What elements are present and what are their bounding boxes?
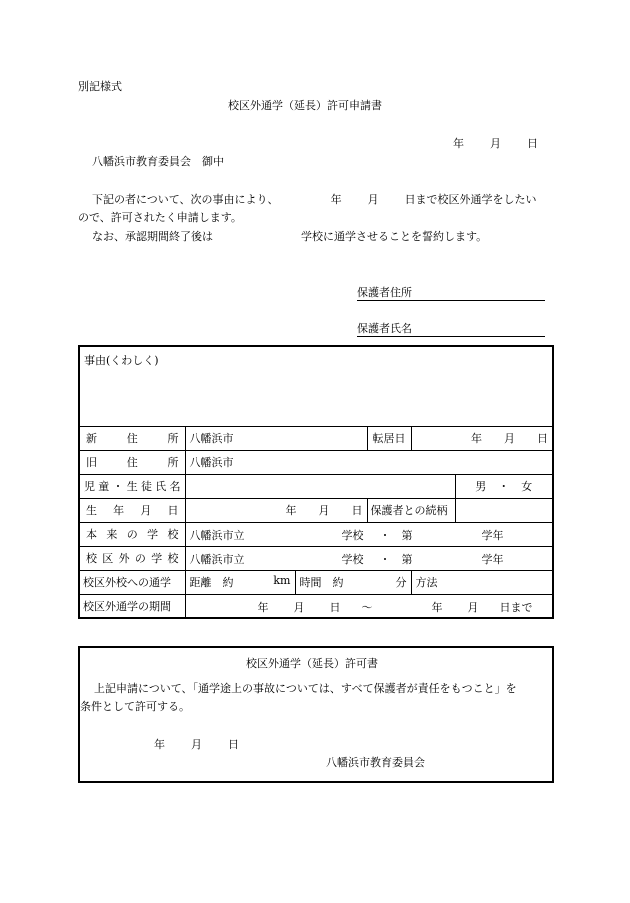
moving-year: 年 — [471, 432, 483, 445]
new-address-value[interactable]: 八幡浜市 — [185, 426, 367, 450]
old-address-value[interactable]: 八幡浜市 — [185, 450, 553, 474]
home-school-value[interactable] — [185, 522, 553, 546]
permit-day: 日 — [228, 738, 239, 751]
birth-month: 月 — [318, 504, 330, 517]
period-end-until: 日まで — [499, 600, 533, 614]
distance-label: 距離 約 — [189, 576, 234, 589]
header-date — [453, 137, 538, 151]
permit-box — [78, 646, 554, 783]
home-grade-word: 学年 — [481, 529, 504, 542]
outside-school-word: 学校 — [341, 553, 364, 566]
reason-cell[interactable] — [79, 346, 553, 426]
gender-cell[interactable] — [455, 474, 553, 498]
birthdate-row — [79, 498, 553, 522]
permit-title: 校区外通学（延長）許可書 — [246, 657, 378, 670]
p3-text-b: 学校に通学させることを誓約します。 — [301, 230, 488, 243]
home-separator: ・ — [379, 529, 391, 542]
home-school-row — [79, 522, 553, 546]
period-tilde: ～ — [361, 600, 373, 614]
period-start-year: 年 — [257, 600, 269, 614]
birth-day: 日 — [351, 504, 363, 517]
home-city-prefix: 八幡浜市立 — [189, 529, 245, 542]
permit-year: 年 — [154, 738, 165, 751]
outside-grade-word: 学年 — [481, 553, 504, 566]
student-name-value[interactable] — [185, 474, 455, 498]
gender-female[interactable]: 女 — [521, 480, 533, 493]
gender-male[interactable]: 男 — [475, 480, 487, 493]
body-paragraph-2: ので、許可されたく申請します。 — [78, 211, 242, 224]
home-school-word: 学校 — [341, 529, 364, 542]
permit-text-1: 上記申請について、「通学途上の事故については、すべて保護者が責任をもつこと」を — [94, 682, 517, 695]
permit-text-2: 条件として許可する。 — [80, 700, 190, 713]
commute-label: 校区外校への通学 — [79, 570, 185, 594]
guardian-name-field[interactable] — [357, 322, 545, 337]
new-address-label: 新住所 — [79, 426, 185, 450]
period-start-day: 日 — [329, 600, 341, 614]
date-year: 年 — [453, 137, 464, 150]
period-end-month: 月 — [467, 600, 479, 614]
moving-date-value[interactable] — [411, 426, 553, 450]
outside-school-value[interactable] — [185, 546, 553, 570]
distance-unit: km — [273, 574, 291, 587]
student-name-row — [79, 474, 553, 498]
p1-text-a: 下記の者について、次の事由により、 — [92, 193, 279, 206]
outside-school-label: 校区外の学校 — [79, 546, 185, 570]
moving-month: 月 — [504, 432, 516, 445]
time-cell[interactable] — [295, 570, 411, 594]
home-grade-prefix: 第 — [401, 529, 413, 542]
body-paragraph-1 — [92, 193, 537, 207]
application-table — [78, 345, 554, 619]
birth-year: 年 — [285, 504, 297, 517]
date-month: 月 — [490, 137, 501, 150]
birthdate-label: 生年月日 — [79, 498, 185, 522]
old-address-label: 旧住所 — [79, 450, 185, 474]
student-name-label: 児童・生徒氏名 — [79, 474, 185, 498]
guardian-address-field[interactable] — [357, 286, 545, 301]
gender-separator: ・ — [498, 480, 510, 493]
p1-text-b: 日まで校区外通学をしたい — [404, 193, 537, 206]
body-paragraph-3 — [92, 230, 487, 244]
outside-school-row — [79, 546, 553, 570]
guardian-address-label: 保護者住所 — [357, 286, 412, 299]
distance-cell[interactable] — [185, 570, 295, 594]
outside-grade-prefix: 第 — [401, 553, 413, 566]
method-label: 方法 — [415, 576, 438, 589]
outside-separator: ・ — [379, 553, 391, 566]
time-label: 時間 約 — [299, 576, 344, 589]
relation-label: 保護者との続柄 — [367, 498, 455, 522]
home-school-label: 本来の学校 — [79, 522, 185, 546]
moving-date-label: 転居日 — [367, 426, 411, 450]
birthdate-value[interactable] — [185, 498, 367, 522]
p3-text-a: なお、承認期間終了後は — [92, 230, 213, 243]
new-address-row — [79, 426, 553, 450]
form-type-label: 別記様式 — [78, 80, 122, 93]
outside-city-prefix: 八幡浜市立 — [189, 553, 245, 566]
time-unit: 分 — [395, 576, 407, 589]
date-day: 日 — [527, 137, 538, 150]
permit-issuer: 八幡浜市教育委員会 — [326, 756, 425, 769]
p1-month: 月 — [367, 193, 379, 206]
reason-label: 事由(くわしく) — [84, 354, 159, 367]
moving-day: 日 — [537, 432, 549, 445]
permit-date — [154, 738, 239, 752]
period-value[interactable] — [185, 594, 553, 618]
period-start-month: 月 — [293, 600, 305, 614]
period-row — [79, 594, 553, 618]
commute-row — [79, 570, 553, 594]
period-label: 校区外通学の期間 — [79, 594, 185, 618]
permit-month: 月 — [191, 738, 202, 751]
relation-value[interactable] — [455, 498, 553, 522]
reason-row — [79, 346, 553, 426]
period-end-year: 年 — [431, 600, 443, 614]
guardian-name-label: 保護者氏名 — [357, 322, 412, 335]
page-title: 校区外通学（延長）許可申請書 — [228, 99, 382, 112]
p1-year: 年 — [330, 193, 342, 206]
old-address-row — [79, 450, 553, 474]
method-cell[interactable] — [411, 570, 553, 594]
addressee: 八幡浜市教育委員会 御中 — [92, 155, 224, 168]
